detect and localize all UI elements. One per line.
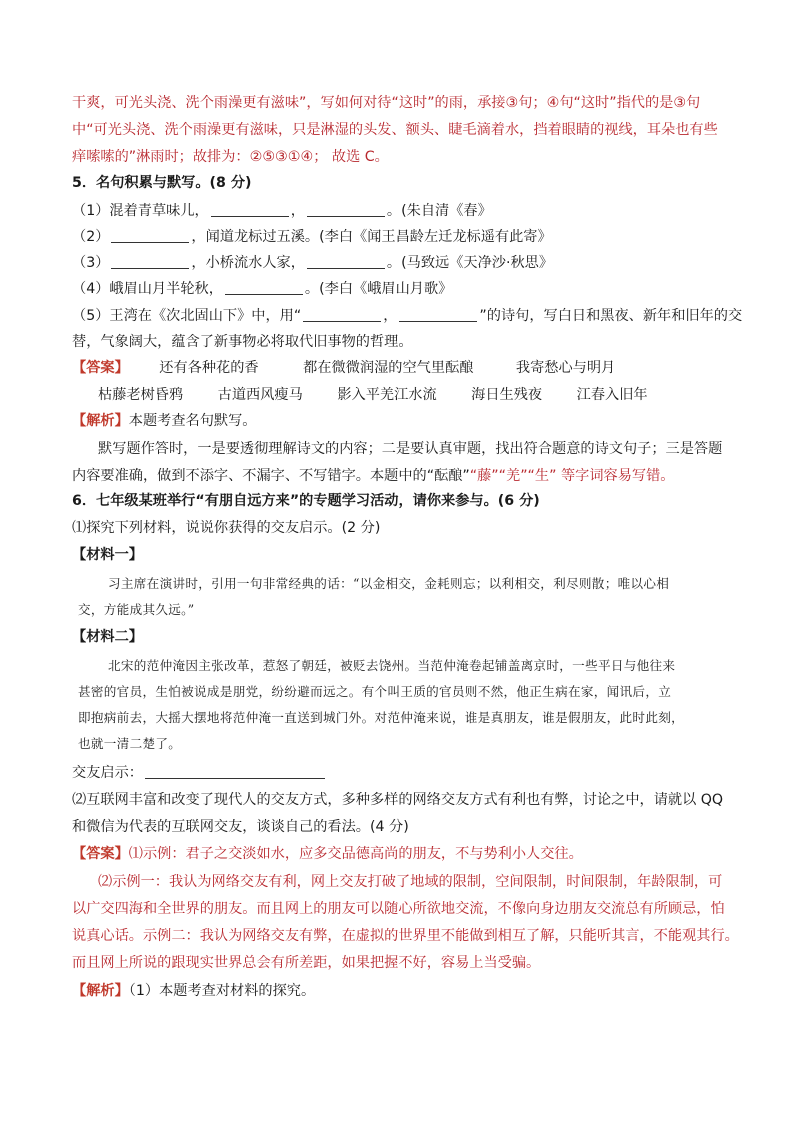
top-line-1 — [72, 92, 700, 114]
q6-answer-2-line-2: 以广交四海和全世界的朋友。而且网上的朋友可以随心所欲地交流，不像向身边朋友交流总有所顾忌，怕 — [72, 901, 725, 917]
q6-answer-2-line-3: 说真心话。示例二：我认为网络交友有弊，在虚拟的世界里不能做到相互了解，只能听其言，不能观其行。 — [72, 928, 739, 944]
q5-item-4-source: 。(李白《峨眉山月歌》 — [304, 281, 453, 297]
answer-item: 都在微微润湿的空气里酝酿 — [303, 360, 474, 376]
q5-item-5-text-2: ”的诗句，写白日和黑夜、新年和旧年的交 — [479, 308, 743, 324]
q5-item-3 — [72, 252, 553, 274]
q5-item-1 — [72, 200, 492, 222]
top-line-1-b: ④句“这时”指代的是③句 — [546, 95, 701, 111]
q5-item-5 — [72, 305, 742, 327]
q5-item-5-sep: ， — [383, 308, 398, 324]
q6-material-2-tag: 【材料二】 — [72, 629, 143, 645]
blank[interactable] — [307, 254, 385, 269]
top-line-2: 中“可光头浇、洗个雨澡更有滋味，只是淋湿的头发、额头、睫毛滴着水，挡着眼睛的视线，耳朵也有些 — [72, 122, 718, 138]
q5-item-1-source: 。(朱自清《春》 — [386, 203, 492, 219]
q5-answer-row-2 — [98, 384, 648, 406]
q5-title: 5．名句积累与默写。(8 分) — [72, 175, 252, 191]
q5-analysis-p2-a: 内容要准确，做到不添字、不漏字、不写错字。本题中的“酝酿” — [72, 468, 470, 484]
top-line-1-a: 干爽，可光头浇、洗个雨澡更有滋味”，写如何对待“这时”的雨，承接③句； — [72, 95, 547, 111]
q5-item-3-source: 。(马致远《天净沙·秋思》 — [386, 255, 554, 271]
q5-item-3-text: ，小桥流水人家， — [191, 255, 305, 271]
q5-item-1-text: （1）混着青草味儿， — [72, 203, 209, 219]
answer-item: 古道西风瘦马 — [217, 387, 303, 403]
q5-analysis — [72, 410, 256, 432]
answer-tag: 【答案】 — [72, 846, 129, 862]
q6-answer-2-line-1: ⑵示例一：我认为网络交友有利，网上交友打破了地域的限制，空间限制，时间限制，年龄限制，可 — [98, 874, 723, 890]
blank[interactable] — [145, 764, 325, 779]
q5-item-3-num: （3） — [72, 255, 110, 271]
q5-analysis-p1: 默写题作答时，一是要透彻理解诗文的内容；二是要认真审题，找出符合题意的诗文句子；三是答题 — [98, 441, 723, 457]
q5-item-4 — [72, 278, 452, 300]
q6-title: 6．七年级某班举行“有朋自远方来”的专题学习活动，请你来参与。(6 分) — [72, 493, 540, 509]
q5-item-2-num: （2） — [72, 229, 110, 245]
q5-item-2 — [72, 226, 552, 248]
analysis-text: 本题考查名句默写。 — [128, 413, 257, 429]
analysis-text: （1）本题考查对材料的探究。 — [128, 983, 316, 999]
q6-hint-label: 交友启示： — [72, 765, 143, 781]
q6-hint — [72, 762, 327, 784]
blank[interactable] — [111, 254, 189, 269]
blank[interactable] — [307, 202, 385, 217]
q6-answer-2-line-4: 而且网上所说的跟现实世界总会有所差距，如果把握不好，容易上当受骗。 — [72, 955, 541, 971]
blank[interactable] — [211, 202, 289, 217]
answer-item: 还有各种花的香 — [159, 360, 259, 376]
q6-sub-2-line-2: 和微信为代表的互联网交友，谈谈自己的看法。(4 分) — [72, 819, 409, 835]
q6-material-2-line-1: 北宋的范仲淹因主张改革，惹怒了朝廷，被贬去饶州。当范仲淹卷起铺盖离京时，一些平日与他往来 — [108, 658, 676, 673]
q5-item-1-sep: ， — [290, 203, 305, 219]
blank[interactable] — [225, 280, 303, 295]
q6-material-2-line-4: 也就一清二楚了。 — [78, 736, 182, 751]
q5-item-2-text: ，闻道龙标过五溪。(李白《闻王昌龄左迁龙标遥有此寄》 — [191, 229, 552, 245]
q5-item-4-text: （4）峨眉山月半轮秋， — [72, 281, 223, 297]
q5-answer-row-1 — [72, 357, 615, 379]
blank[interactable] — [303, 307, 381, 322]
q6-material-1-tag: 【材料一】 — [72, 547, 143, 563]
q5-analysis-p2-b: “藤”“羌”“生” 等字词容易写错。 — [469, 468, 675, 484]
analysis-tag: 【解析】 — [72, 983, 129, 999]
q5-item-5-cont: 替，气象阔大，蕴含了新事物必将取代旧事物的哲理。 — [72, 334, 413, 350]
answer-item: 影入平羌江水流 — [337, 387, 437, 403]
q5-item-5-text: （5）王湾在《次北固山下》中，用“ — [72, 308, 302, 324]
top-line-3: 痒嗦嗦的”淋雨时；故排为：②⑤③①④； 故选 C。 — [72, 149, 389, 165]
q6-answer-1-text: ⑴示例：君子之交淡如水，应多交品德高尚的朋友，不与势利小人交往。 — [128, 846, 583, 862]
answer-item: 枯藤老树昏鸦 — [98, 387, 184, 403]
q5-analysis-p2 — [72, 465, 674, 487]
q6-sub-2-line-1: ⑵互联网丰富和改变了现代人的交友方式，多种多样的网络交友方式有利也有弊，讨论之中，请就以 QQ — [72, 792, 724, 808]
answer-tag: 【答案】 — [72, 360, 129, 376]
blank[interactable] — [111, 228, 189, 243]
q6-material-1-line-1: 习主席在演讲时，引用一句非常经典的话：“以金相交，金耗则忘；以利相交，利尽则散；唯以心相 — [108, 576, 670, 591]
answer-item: 我寄愁心与明月 — [515, 360, 616, 376]
q6-material-2-line-3: 即抱病前去，大摇大摆地将范仲淹一直送到城门外。对范仲淹来说，谁是真朋友，谁是假朋友，此时此刻， — [78, 710, 685, 725]
q6-sub-1: ⑴探究下列材料，说说你获得的交友启示。(2 分) — [72, 520, 381, 536]
q6-material-1-line-2: 交，方能成其久远。” — [78, 602, 195, 617]
analysis-tag: 【解析】 — [72, 413, 129, 429]
answer-item: 海日生残夜 — [471, 387, 543, 403]
q6-material-2-line-2: 甚密的官员，生怕被说成是朋党，纷纷避而远之。有个叫王质的官员则不然，他正生病在家，闻讯后，立 — [78, 684, 672, 699]
q6-analysis — [72, 980, 315, 1002]
blank[interactable] — [399, 307, 477, 322]
q6-answer-1 — [72, 843, 583, 865]
answer-item: 江春入旧年 — [576, 387, 648, 403]
